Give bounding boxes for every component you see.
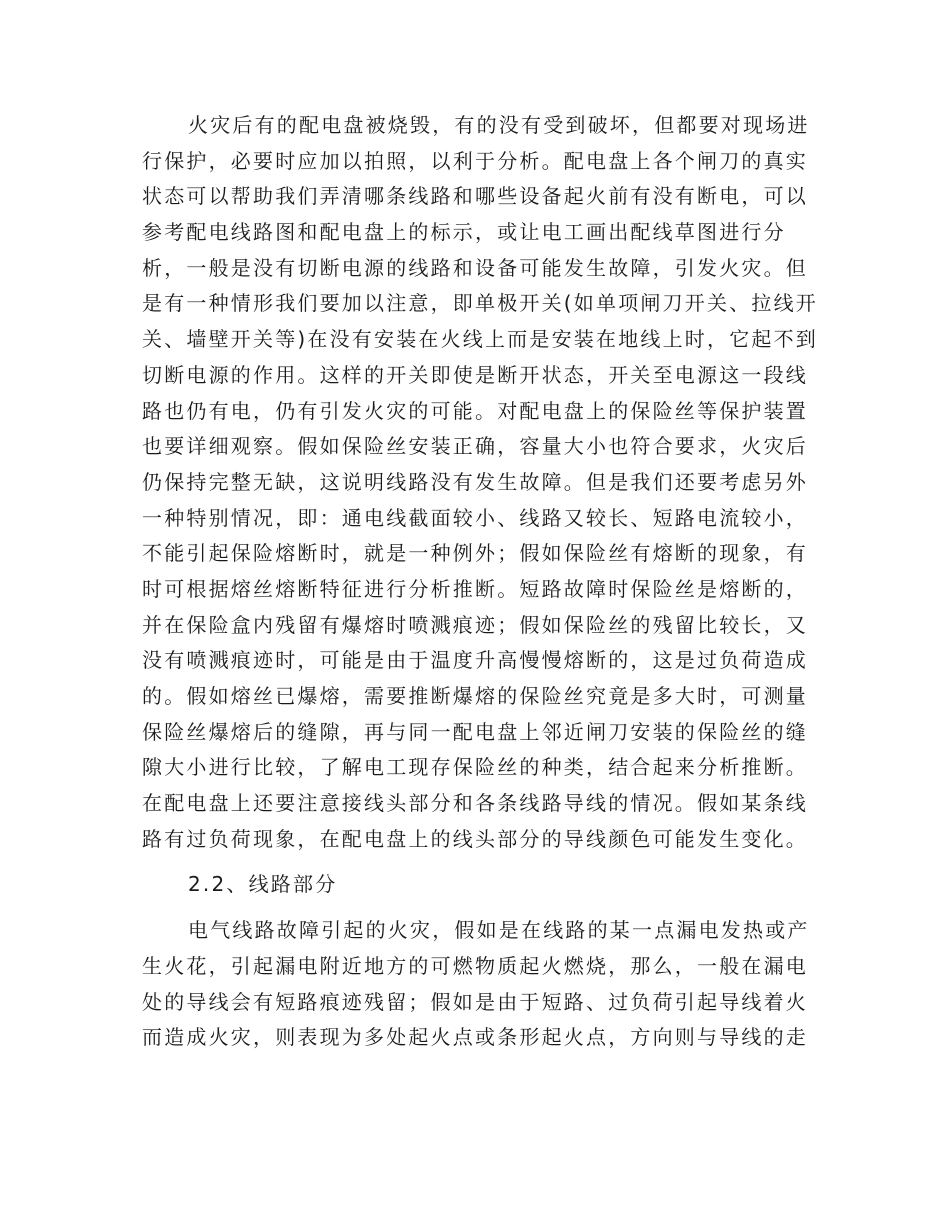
text-line: 隙大小进行比较，了解电工现存保险丝的种类，结合起来分析推断。 (142, 755, 808, 780)
text-line: 没有喷溅痕迹时，可能是由于温度升高慢慢熔断的，这是过负荷造成 (142, 648, 808, 673)
text-line: 路也仍有电，仍有引发火灾的可能。对配电盘上的保险丝等保护装置 (142, 398, 808, 423)
text-line: 保险丝爆熔后的缝隙，再与同一配电盘上邻近闸刀安装的保险丝的缝 (142, 719, 808, 744)
text-line: 并在保险盒内残留有爆熔时喷溅痕迹；假如保险丝的残留比较长，又 (142, 612, 808, 637)
paragraph-circuit-section (142, 913, 812, 1056)
text-line: 仍保持完整无缺，这说明线路没有发生故障。但是我们还要考虑另外 (142, 469, 808, 494)
document-body (142, 108, 819, 1056)
text-line: 而造成火灾，则表现为多处起火点或条形起火点，方向则与导线的走 (142, 1025, 808, 1050)
text-line: 不能引起保险熔断时，就是一种例外；假如保险丝有熔断的现象，有 (142, 541, 808, 566)
text-line: 参考配电线路图和配电盘上的标示，或让电工画出配线草图进行分 (142, 220, 786, 245)
text-line: 在配电盘上还要注意接线头部分和各条线路导线的情况。假如某条线 (142, 791, 808, 816)
text-line: 火灾后有的配电盘被烧毁，有的没有受到破坏，但都要对现场进 (188, 113, 810, 137)
text-line: 切断电源的作用。这样的开关即使是断开状态，开关至电源这一段线 (142, 362, 808, 387)
paragraph-spacer (142, 857, 812, 867)
section-heading: 2.2、线路部分 (188, 872, 338, 897)
paragraph-fire-distribution-board (142, 108, 819, 857)
text-line: 电气线路故障引起的火灾，假如是在线路的某一点漏电发热或产 (188, 918, 810, 943)
text-line: 的。假如熔丝已爆熔，需要推断爆熔的保险丝究竟是多大时，可测量 (142, 684, 808, 708)
text-line: 关、墙壁开关等)在没有安装在火线上而是安装在地线上时，它起不到 (142, 327, 819, 352)
text-line: 行保护，必要时应加以拍照，以利于分析。配电盘上各个闸刀的真实 (142, 148, 808, 173)
text-line: 生火花，引起漏电附近地方的可燃物质起火燃烧，那么，一般在漏电 (142, 953, 808, 978)
text-line: 处的导线会有短路痕迹残留；假如是由于短路、过负荷引起导线着火 (142, 989, 808, 1014)
text-line: 也要详细观察。假如保险丝安装正确，容量大小也符合要求，火灾后 (142, 434, 808, 459)
text-line: 状态可以帮助我们弄清哪条线路和哪些设备起火前有没有断电，可以 (142, 184, 808, 209)
text-line: 路有过负荷现象，在配电盘上的线头部分的导线颜色可能发生变化。 (142, 826, 808, 851)
text-line: 一种特别情况，即：通电线截面较小、线路又较长、短路电流较小， (142, 505, 808, 530)
text-line: 析，一般是没有切断电源的线路和设备可能发生故障，引发火灾。但 (142, 255, 808, 280)
paragraph-spacer (142, 903, 812, 913)
text-line: 是有一种情形我们要加以注意，即单极开关(如单项闸刀开关、拉线开 (142, 291, 819, 316)
text-line: 时可根据熔丝熔断特征进行分析推断。短路故障时保险丝是熔断的， (142, 576, 808, 601)
